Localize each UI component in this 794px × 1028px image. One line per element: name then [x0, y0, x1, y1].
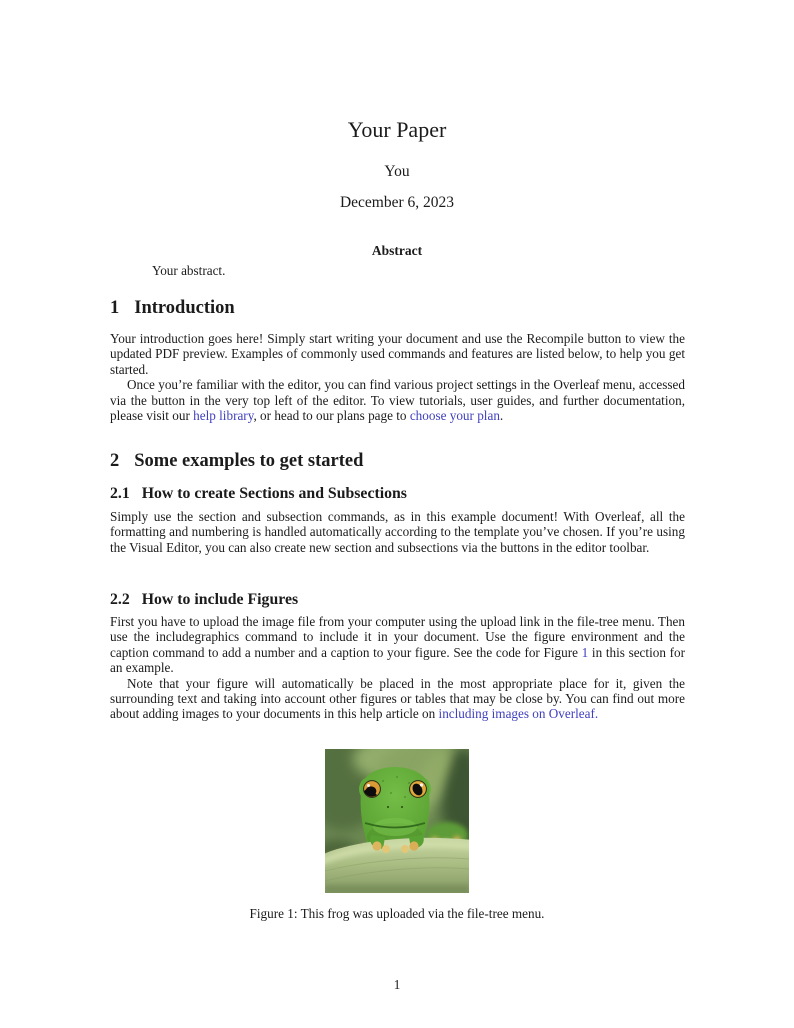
subsection-number: 2.2 — [110, 591, 130, 608]
figure-1 — [325, 749, 469, 893]
figure-1-reference-link[interactable]: 1 — [581, 644, 589, 660]
intro-paragraph-2 — [110, 377, 685, 423]
abstract-text: Your abstract. — [152, 263, 226, 278]
figures-paragraphs — [110, 614, 685, 722]
subsection-title: How to create Sections and Subsections — [141, 485, 407, 502]
figures-paragraph-2 — [110, 676, 685, 722]
paper-title: Your Paper — [347, 117, 447, 142]
frog-right-eye — [410, 781, 427, 798]
figure-caption: Figure 1: This frog was uploaded via the file-tree menu. — [249, 906, 545, 921]
page-number: 1 — [393, 977, 401, 992]
figures-paragraph-1-text: First you have to upload the image file from your computer using the upload link in the file-tree menu. Then use the includegraphics command to include it in your document. Use the figure environment and the caption command to add a number and a caption to your figure. See the code for Figure — [110, 614, 685, 660]
sections-paragraph — [110, 509, 685, 555]
subsection-title: How to include Figures — [141, 591, 299, 608]
section-title: Introduction — [134, 298, 235, 318]
intro-paragraph-2-mid: , or head to our plans page to — [253, 408, 410, 424]
subsection-number: 2.1 — [110, 485, 130, 502]
frog-left-eye — [364, 781, 381, 798]
help-library-link[interactable]: help library — [193, 408, 254, 424]
paper-date: December 6, 2023 — [339, 194, 455, 211]
paper-author: You — [384, 163, 410, 180]
subsection-heading-figures — [110, 591, 685, 609]
section-heading-examples — [110, 451, 685, 472]
section-number: 1 — [110, 298, 120, 318]
introduction-paragraphs — [110, 331, 685, 423]
figures-paragraph-1 — [110, 614, 685, 676]
frog-image — [325, 749, 469, 893]
sections-paragraph-span: Simply use the section and subsection commands, as in this example document! With Overleaf, all the formatting and numbering is handled automatically according to the template you’ve chosen. If you’re using the Visual Editor, you can also create new section and subsections via the buttons in the editor toolbar. — [110, 509, 685, 555]
section-number: 2 — [110, 451, 120, 471]
section-heading-introduction — [110, 298, 685, 319]
abstract-heading: Abstract — [371, 243, 423, 258]
intro-paragraph-2-text: Once you’re familiar with the editor, you can find various project settings in the Overleaf menu, accessed via the button in the very top left of the editor. To view tutorials, user guides, and further documentation, please visit our — [110, 377, 685, 424]
intro-paragraph-1 — [110, 331, 685, 377]
sections-paragraph-text — [110, 509, 685, 555]
intro-paragraph-2-end: . — [499, 408, 504, 424]
intro-paragraph-1-text: Your introduction goes here! Simply start writing your document and use the Recompile button to view the updated PDF preview. Examples of commonly used commands and features are listed below, to help you get started. — [110, 331, 685, 377]
subsection-heading-sections — [110, 485, 685, 503]
including-images-link[interactable]: including images on Overleaf. — [438, 706, 599, 722]
figures-paragraph-2-text: Note that your figure will automatically be placed in the most appropriate place for it, given the surrounding text and taking into account other figures or tables that may be close by. You can find out more about adding images to your documents in this help article on — [110, 675, 685, 722]
choose-your-plan-link[interactable]: choose your plan — [409, 408, 500, 424]
figures-paragraph-1-end: in this section for an example. — [110, 644, 685, 676]
section-title: Some examples to get started — [134, 451, 364, 471]
